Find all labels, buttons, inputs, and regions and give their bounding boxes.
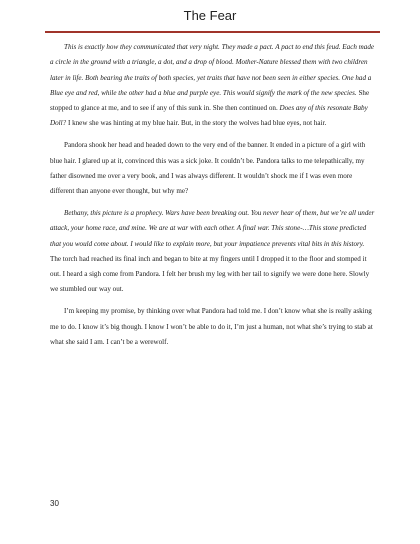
text-run: The torch had reached its final inch and began to bite at my fingers until I dropped it to the floor and stomped it out. I heard a sigh come from Pandora. I felt her brush my leg with her tail to signify we were done here. Slowly we stumbled our way out. [50,254,370,294]
text-run: I’m keeping my promise, by thinking over what Pandora had told me. I don’t know what she is really asking me to do. I know it’s big though. I know I won’t be able to do it, I’m just a human, not what she’s trying to stab at what she said I am. I can’t be a werewolf. [50,307,373,346]
body-text [50,40,376,357]
italic-text-run: Bethany, this picture is a prophecy. Wars have been breaking out. You never hear of them, but we’re all under attack, your home race, and mine. We are at war with each other. A final war. This stone-…This stone predicted that you would come about. I would like to explain more, but your impatience prevents vital bits in this history. [50,208,375,248]
header-divider [45,31,380,33]
text-run: I knew she was hinting at my blue hair. But, in the story the wolves had blue eyes, not hair. [66,119,327,128]
text-run: She stopped to glance at me, and to see if any of this sunk in. She then continued on. [50,88,370,113]
page-header-title: The Fear [183,8,237,23]
paragraph [50,304,376,350]
italic-text-run: Does any of this resonate Baby Doll? [50,104,368,128]
paragraph [50,40,376,132]
page-number: 30 [50,499,59,508]
paragraph [50,138,376,199]
italic-text-run: This is exactly how they communicated that very night. They made a pact. A pact to end this feud. Each made a circle in the ground with a triangle, a dot, and a drop of blood. Mother-Nature blessed them with two children later in life. Both bearing the traits of both species, yet traits that have not been seen in either species. One had a Blue eye and red, while the other had a blue and purple eye. This would signify the mark of the new species. [50,43,375,97]
text-run: Pandora shook her head and headed down to the very end of the banner. It ended in a picture of a girl with blue hair. I glared up at it, convinced this was a sick joke. It couldn’t be. Pandora talks to me telepathically, my father disowned me over a very book, and I was always different. It wouldn’t shock me if I was even more different than anyone ever thought, but why me? [50,141,366,196]
paragraph [50,206,376,298]
